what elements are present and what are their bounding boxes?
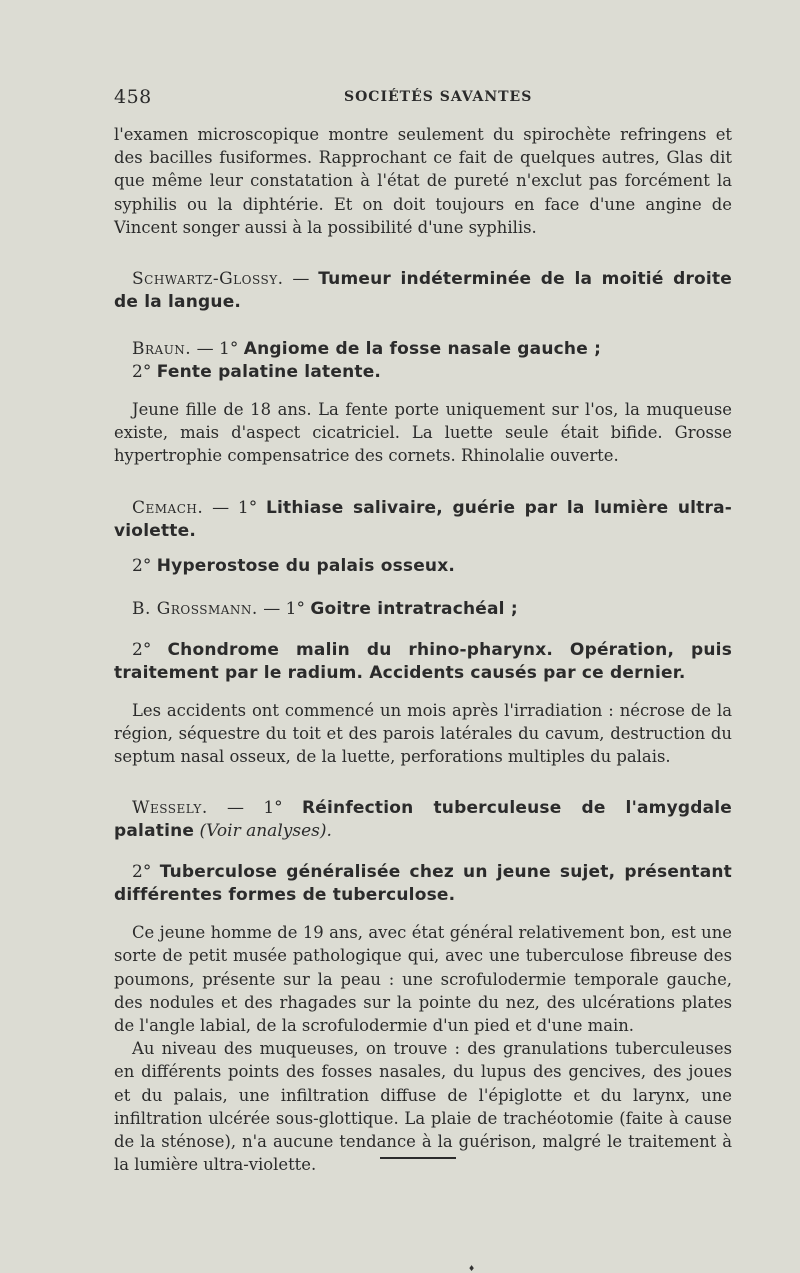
communication-title: Fente palatine latente. bbox=[156, 362, 382, 383]
section-grossmann: B. Grossmann. — 1° Goitre intratrachéal ; bbox=[114, 598, 732, 621]
communication-title: Goitre intratrachéal ; bbox=[310, 598, 518, 619]
page-number: 458 bbox=[114, 86, 152, 108]
cross-reference-note: (Voir analyses). bbox=[199, 821, 332, 842]
page-header bbox=[114, 86, 734, 110]
end-rule bbox=[380, 1157, 456, 1159]
running-title: SOCIÉTÉS SAVANTES bbox=[344, 89, 533, 105]
print-mark: ♦ bbox=[468, 1264, 476, 1273]
communication-title: Tuberculose généralisée chez un jeune sujet, présentant différentes formes de tuberculose. bbox=[114, 862, 732, 906]
item-number: 1° bbox=[237, 497, 258, 518]
section-wessely-item-2 bbox=[114, 861, 732, 907]
item-number: 1° bbox=[263, 798, 283, 819]
item-number: 2° bbox=[132, 862, 152, 883]
author-name: Cemach. bbox=[132, 497, 204, 518]
communication-title: Hyperostose du palais osseux. bbox=[156, 555, 456, 576]
communication-title: Réinfection tuberculeuse de l'amygdale palatine bbox=[114, 798, 733, 842]
case-description-continued: Au niveau des muqueuses, on trouve : des granulations tuberculeuses en différents points des fosses nasales, du lupus des gencives, des joues et du palais, une infiltration diffuse de l'épiglotte et du larynx, une infiltration ulcérée sous-glottique. La plaie de trachéotomie (faite à cause de la sténose), n'a aucune tendance à la guérison, malgré le traitement à la lumière ultra-violette. bbox=[114, 1039, 732, 1175]
item-number: 2° bbox=[132, 555, 152, 576]
author-name: Braun. bbox=[132, 339, 192, 360]
section-cemach: Cemach. — 1° Lithiase salivaire, guérie par la lumière ultra-violette. bbox=[114, 497, 733, 541]
author-name: B. Grossmann. bbox=[132, 598, 258, 619]
case-description: Les accidents ont commencé un mois après l'irradiation : nécrose de la région, séquestre du toit et des parois latérales du cavum, destruction du septum nasal osseux, de la luette, perforations multiples du palais. bbox=[114, 700, 732, 767]
section-grossmann-item-2 bbox=[114, 639, 732, 685]
section-cemach-item-2 bbox=[114, 555, 732, 578]
communication-title: Angiome de la fosse nasale gauche ; bbox=[243, 339, 602, 360]
item-number: 1° bbox=[285, 598, 305, 619]
case-description: Jeune fille de 18 ans. La fente porte uniquement sur l'os, la muqueuse existe, mais d'aspect cicatriciel. La luette seule était bifide. Grosse hypertrophie compensatrice des cornets. Rhinolalie ouverte. bbox=[114, 400, 732, 466]
item-number: 1° bbox=[219, 339, 239, 360]
communication-title: Tumeur indéterminée de la moitié droite de la langue. bbox=[114, 269, 733, 313]
author-name: Wessely. bbox=[132, 798, 208, 819]
section-schwartz-glossy: Schwartz-Glossy. — Tumeur indéterminée de la moitié droite de la langue. bbox=[114, 269, 733, 313]
communication-title: Lithiase salivaire, guérie par la lumière ultra-violette. bbox=[114, 497, 733, 541]
communication-title: Chondrome malin du rhino-pharynx. Opération, puis traitement par le radium. Accidents causés par ce dernier. bbox=[114, 639, 733, 683]
section-wessely: Wessely. — 1° Réinfection tuberculeuse de l'amygdale palatine (Voir analyses). bbox=[114, 798, 733, 842]
item-number: 2° bbox=[132, 362, 152, 383]
section-braun: Braun. — 1° Angiome de la fosse nasale gauche ; bbox=[114, 338, 732, 361]
page-content bbox=[114, 123, 732, 1176]
author-name: Schwartz-Glossy. bbox=[132, 269, 284, 290]
continued-paragraph: l'examen microscopique montre seulement du spirochète refringens et des bacilles fusiformes. Rapprochant ce fait de quelques autres, Glas dit que même leur constatation à l'état de pureté n'exclut pas forcément la syphilis ou la diphtérie. Et on doit toujours en face d'une angine de Vincent songer aussi à la possibilité d'une syphilis. bbox=[114, 125, 732, 237]
section-braun-item-2 bbox=[114, 361, 732, 384]
item-number: 2° bbox=[132, 639, 152, 660]
case-description: Ce jeune homme de 19 ans, avec état général relativement bon, est une sorte de petit musée pathologique qui, avec une tuberculose fibreuse des poumons, présente sur la peau : une scrofulodermie temporale gauche, des nodules et des rhagades sur la pointe du nez, des ulcérations plates de l'angle labial, de la scrofulodermie d'un pied et d'une main. bbox=[114, 923, 732, 1036]
